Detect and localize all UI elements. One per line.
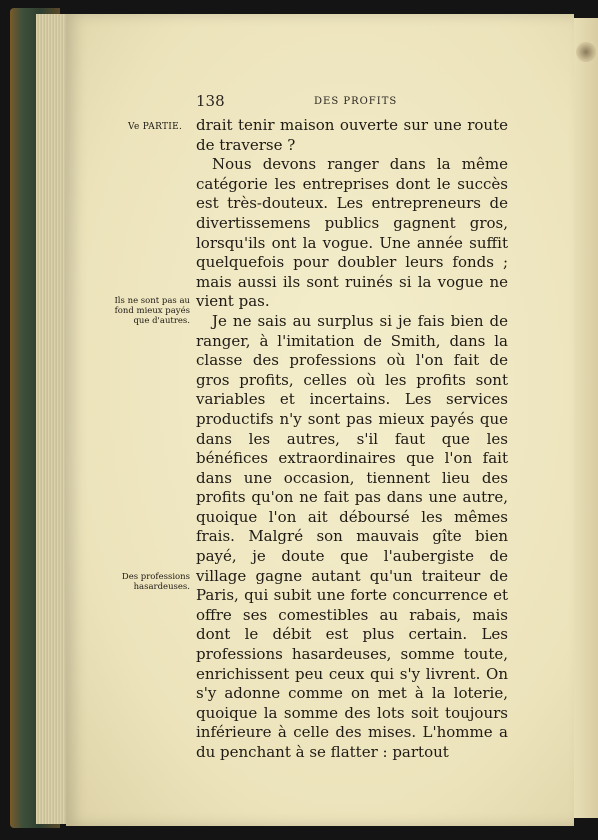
body-text: [196, 116, 508, 763]
running-title: DES PROFITS: [314, 96, 398, 107]
paragraph: drait tenir maison ouverte sur une route de traverse ?: [196, 116, 508, 154]
facing-page-edge: [574, 18, 598, 818]
part-marker: Ve PARTIE.: [128, 122, 183, 132]
paragraph: Nous devons ranger dans la même catégorie les entreprises dont le succès est très-douteux. Les entrepreneurs de divertissemens publics gagnent gros, lorsqu'ils ont la vogue. Une année suffit quelquefois pour doubler leurs fonds ; mais aussi ils sont ruinés si la vogue ne vient pas.: [196, 155, 508, 311]
running-head: [196, 92, 508, 112]
paragraph: Je ne sais au surplus si je fais bien de ranger, à l'imitation de Smith, dans la classe des professions où l'on fait de gros profits, celles où les profits sont variables et incertains. Les services productifs n'y sont pas mieux payés que dans les autres, s'il faut que les bénéfices extraordinaires que l'on fait dans une occasion, tiennent lieu des profits qu'on ne fait pas dans une autre, quoique l'on ait déboursé les mêmes frais. Malgré son mauvais gîte bien payé, je doute que l'aubergiste de village gagne autant qu'un traiteur de Paris, qui subit une forte concurrence et offre ses comestibles au rabais, mais dont le débit est plus certain. Les professions hasardeuses, somme toute, enrichissent peu ceux qui s'y livrent. On s'y adonne comme on met à la loterie, quoique la somme des lots soit toujours inférieure à celle des mises. L'homme a du penchant à se flatter : partout: [196, 311, 508, 761]
page-number: 138: [196, 92, 225, 110]
paper-stain: [576, 42, 596, 62]
margin-note: Ils ne sont pas au fond mieux payés que d'autres.: [114, 296, 190, 326]
margin-note: Des professions hasardeuses.: [121, 572, 190, 592]
